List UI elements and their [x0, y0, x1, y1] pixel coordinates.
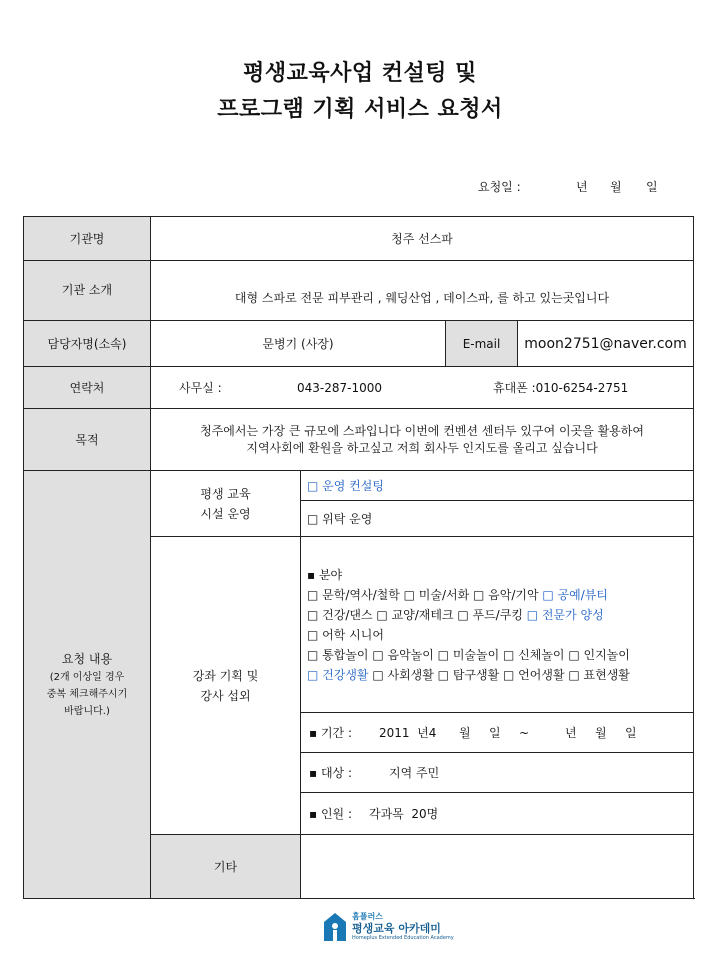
period-start-year: 2011 년4: [379, 726, 437, 740]
row-facility-consulting: [24, 471, 694, 501]
request-date-label: 요청일 :: [478, 180, 521, 194]
people-text: 각과목 20명: [369, 807, 439, 821]
purpose-value: [151, 409, 694, 471]
etc-value: [301, 835, 694, 899]
logo-subtitle: Homeplus Extended Education Academy: [352, 935, 454, 941]
request-note-1: (2개 이상일 경우: [49, 671, 125, 683]
office-phone-label: 사무실 :: [179, 381, 222, 395]
office-phone-value: 043-287-1000: [297, 381, 383, 395]
logo-border-gap: [316, 899, 464, 902]
request-date-month: 월: [610, 180, 622, 194]
row-org-name: [24, 217, 694, 261]
field-expert-training[interactable]: □ 전문가 양성: [526, 607, 604, 622]
contact-person-label: 담당자명(소속): [24, 321, 151, 367]
etc-label: 기타: [151, 835, 301, 899]
org-name-label: 기관명: [24, 217, 151, 261]
title-line-2: 프로그램 기획 서비스 요청서: [217, 97, 503, 122]
lecture-field-options: [301, 537, 694, 713]
field-line-2-options[interactable]: □ 건강/댄스 □ 교양/재테크 □ 푸드/쿠킹: [307, 607, 527, 622]
request-date-year: 년: [576, 180, 588, 194]
mobile-phone: 휴대폰 :010-6254-2751: [493, 381, 629, 395]
people-value: [301, 793, 694, 835]
phone-values: [151, 367, 694, 409]
contact-person-value: 문병기 (사장): [151, 321, 446, 367]
title-line-1: 평생교육사업 컨설팅 및: [243, 61, 477, 86]
field-line-4[interactable]: □ 통합놀이 □ 음악놀이 □ 미술놀이 □ 신체놀이 □ 인지놀이: [307, 647, 630, 662]
field-line-2: [307, 605, 687, 625]
email-value: moon2751@naver.com: [518, 321, 694, 367]
facility-label-line-2: 시설 운영: [200, 506, 251, 521]
target-text: 지역 주민: [389, 766, 440, 780]
field-line-5: [307, 665, 687, 685]
field-line-3[interactable]: □ 어학 시니어: [307, 627, 384, 642]
target-label: ▪ 대상 :: [309, 766, 352, 780]
period-start-month: 월: [459, 726, 471, 740]
field-title: ▪ 분야: [307, 567, 343, 582]
field-line-1-options[interactable]: □ 문학/역사/철학 □ 미술/서화 □ 음악/기악: [307, 587, 543, 602]
purpose-line-1: 청주에서는 가장 큰 규모에 스파입니다 이번에 컨벤션 센터두 있구여 이곳을 활용하여: [200, 423, 644, 438]
facility-option-consulting[interactable]: □ 운영 컨설팅: [301, 471, 694, 501]
field-line-1: [307, 585, 687, 605]
lecture-label-line-2: 강사 섭외: [200, 688, 251, 703]
period-end-day: 일: [625, 726, 637, 740]
house-logo-icon: [322, 911, 348, 943]
org-intro-label: 기관 소개: [24, 261, 151, 321]
request-note-3: 바랍니다.): [64, 705, 110, 717]
document-title: [0, 56, 720, 128]
email-label: E-mail: [446, 321, 518, 367]
purpose-label: 목적: [24, 409, 151, 471]
logo-text: [352, 913, 454, 941]
period-start-day: 일: [489, 726, 501, 740]
field-health-life[interactable]: □ 건강생활: [307, 667, 369, 682]
row-contact-person: [24, 321, 694, 367]
period-tilde: ~: [519, 726, 530, 740]
request-content-label: [24, 471, 151, 899]
facility-label: [151, 471, 301, 537]
lecture-label-line-1: 강좌 기획 및: [192, 668, 259, 683]
period-label: ▪ 기간 :: [309, 726, 352, 740]
row-org-intro: [24, 261, 694, 321]
phone-label: 연락처: [24, 367, 151, 409]
lecture-label: [151, 537, 301, 835]
org-intro-value: 대형 스파로 전문 피부관리 , 웨딩산업 , 데이스파, 를 하고 있는곳입니다: [151, 261, 694, 321]
field-crafts-beauty[interactable]: □ 공예/뷰티: [542, 587, 608, 602]
period-end-year: 년: [565, 726, 577, 740]
request-note-2: 중복 체크해주시기: [46, 688, 128, 700]
target-value: [301, 753, 694, 793]
logo-name: 평생교육 아카데미: [352, 922, 441, 935]
facility-option-outsourcing[interactable]: □ 위탁 운영: [301, 501, 694, 537]
request-date: [478, 178, 678, 195]
logo-brand: 홈플러스: [352, 912, 383, 921]
people-label: ▪ 인원 :: [309, 807, 352, 821]
row-purpose: [24, 409, 694, 471]
org-name-value: 청주 선스파: [151, 217, 694, 261]
request-content-title: 요청 내용: [61, 651, 113, 666]
period-value: [301, 713, 694, 753]
purpose-line-2: 지역사회에 환원을 하고싶고 저희 회사두 인지도를 올리고 싶습니다: [246, 440, 598, 455]
field-line-5-options[interactable]: □ 사회생활 □ 탐구생활 □ 언어생활 □ 표현생활: [368, 667, 630, 682]
homeplus-academy-logo: [322, 908, 458, 946]
period-end-month: 월: [595, 726, 607, 740]
request-form-table: [23, 216, 694, 899]
row-phone: [24, 367, 694, 409]
facility-label-line-1: 평생 교육: [200, 486, 251, 501]
request-date-day: 일: [646, 180, 658, 194]
